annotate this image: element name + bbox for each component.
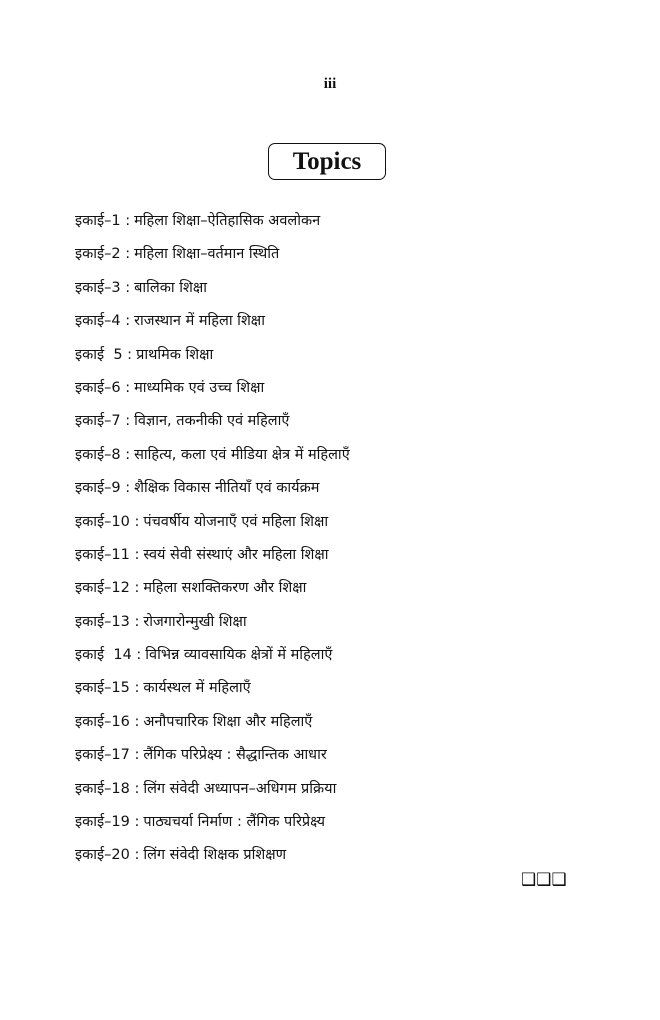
topic-title: अनौपचारिक शिक्षा और महिलाएँ — [143, 713, 313, 730]
topic-unit-label: इकाई–19 : — [75, 814, 140, 831]
topic-item — [75, 276, 350, 309]
topic-title: बालिका शिक्षा — [134, 279, 207, 296]
topic-item — [75, 476, 350, 509]
topic-unit-label: इकाई–16 : — [75, 713, 140, 730]
topic-unit-label: इकाई–4 : — [75, 313, 131, 330]
topics-heading-box — [268, 143, 386, 180]
topic-item — [75, 743, 350, 776]
topic-unit-label: इकाई–3 : — [75, 279, 131, 296]
topic-unit-label: इकाई–6 : — [75, 379, 131, 396]
topic-unit-label: इकाई–17 : — [75, 747, 140, 764]
topic-item — [75, 643, 350, 676]
topic-unit-label: इकाई–15 : — [75, 680, 140, 697]
end-of-section-mark: ❑❑❑ — [521, 870, 567, 890]
page-title: Topics — [292, 147, 362, 175]
topic-item — [75, 510, 350, 543]
topic-unit-label: इकाई–9 : — [75, 480, 131, 497]
topic-title: प्राथमिक शिक्षा — [136, 346, 214, 363]
topic-unit-label: इकाई–10 : — [75, 513, 140, 530]
topic-item — [75, 543, 350, 576]
topic-title: महिला शिक्षा–वर्तमान स्थिति — [134, 246, 280, 263]
topic-title: राजस्थान में महिला शिक्षा — [134, 313, 265, 330]
topic-title: स्वयं सेवी संस्थाएं और महिला शिक्षा — [143, 546, 329, 563]
topic-unit-label: इकाई–1 : — [75, 213, 131, 229]
topic-title: रोजगारोन्मुखी शिक्षा — [143, 613, 247, 630]
topic-unit-label: इकाई 5 : — [75, 346, 133, 363]
topic-item — [75, 610, 350, 643]
topic-unit-label: इकाई–12 : — [75, 580, 140, 597]
topic-title: लिंग संवेदी शिक्षक प्रशिक्षण — [143, 847, 287, 864]
topic-unit-label: इकाई–7 : — [75, 413, 131, 430]
topic-item — [75, 343, 350, 376]
page-number: iii — [323, 76, 337, 92]
topic-unit-label: इकाई–11 : — [75, 546, 140, 563]
topic-title: पंचवर्षीय योजनाएँ एवं महिला शिक्षा — [143, 513, 329, 530]
topic-item — [75, 843, 350, 876]
topic-title: महिला सशक्तिकरण और शिक्षा — [143, 580, 307, 597]
topic-unit-label: इकाई–2 : — [75, 246, 131, 263]
topics-list — [75, 209, 350, 877]
topic-title: लैंगिक परिप्रेक्ष्य : सैद्धान्तिक आधार — [143, 747, 327, 764]
topic-title: माध्यमिक एवं उच्च शिक्षा — [134, 379, 265, 396]
topic-item — [75, 409, 350, 442]
topic-item — [75, 777, 350, 810]
topic-item — [75, 710, 350, 743]
topic-unit-label: इकाई–13 : — [75, 613, 140, 630]
topic-title: लिंग संवेदी अध्यापन–अधिगम प्रक्रिया — [143, 780, 337, 797]
topic-unit-label: इकाई–18 : — [75, 780, 140, 797]
topic-title: साहित्य, कला एवं मीडिया क्षेत्र में महिलाएँ — [134, 446, 350, 463]
topic-item — [75, 576, 350, 609]
topic-title: पाठ्यचर्या निर्माण : लैंगिक परिप्रेक्ष्य — [143, 814, 326, 831]
topic-item — [75, 676, 350, 709]
topic-item — [75, 810, 350, 843]
topic-unit-label: इकाई–8 : — [75, 446, 131, 463]
topic-item — [75, 209, 350, 242]
topic-item — [75, 309, 350, 342]
topic-title: कार्यस्थल में महिलाएँ — [143, 680, 251, 697]
topic-title: शैक्षिक विकास नीतियाँ एवं कार्यक्रम — [134, 480, 320, 497]
topic-item — [75, 443, 350, 476]
topic-title: विभिन्न व्यावसायिक क्षेत्रों में महिलाएँ — [145, 647, 333, 664]
topic-title: महिला शिक्षा–ऐतिहासिक अवलोकन — [134, 213, 321, 229]
topic-unit-label: इकाई 14 : — [75, 647, 142, 664]
topic-item — [75, 242, 350, 275]
topic-unit-label: इकाई–20 : — [75, 847, 140, 864]
topic-title: विज्ञान, तकनीकी एवं महिलाएँ — [134, 413, 290, 430]
topic-item — [75, 376, 350, 409]
